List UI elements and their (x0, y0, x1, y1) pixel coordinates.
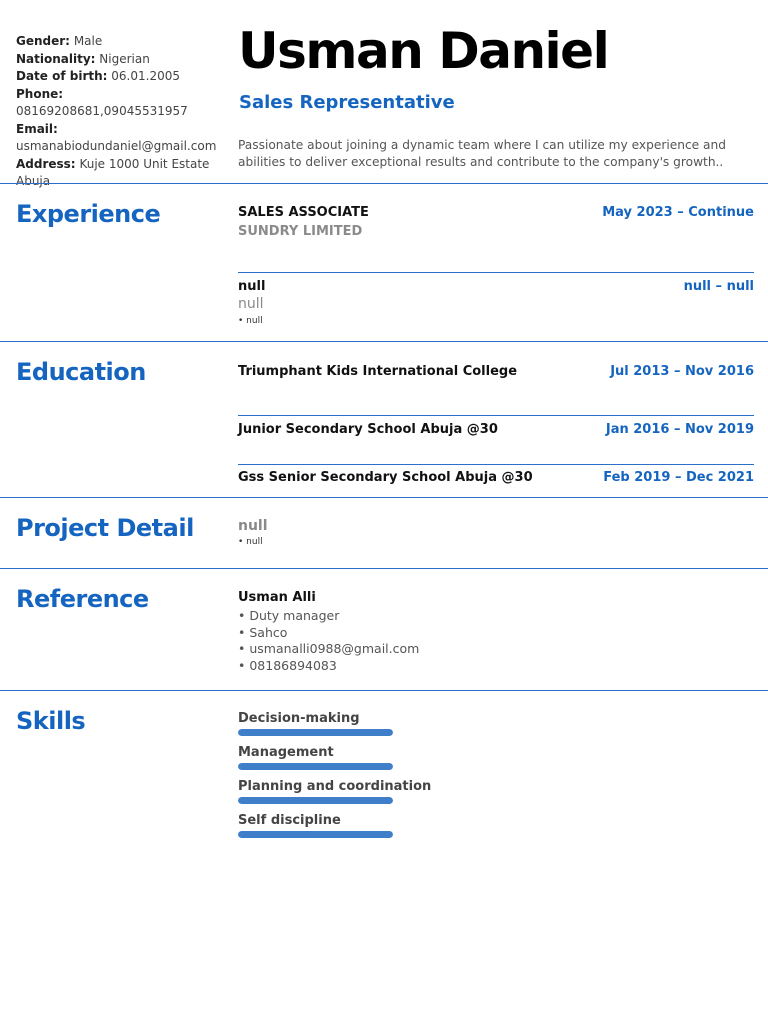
experience-entry-header (238, 279, 754, 294)
skill-name: Decision-making (238, 711, 360, 726)
reference-section (0, 568, 768, 690)
email-value[interactable]: usmanabiodundaniel@gmail.com (16, 139, 217, 153)
reference-body (238, 590, 754, 674)
skill-level-fill (238, 729, 393, 736)
education-section (0, 341, 768, 497)
project-body (238, 518, 754, 547)
experience-section (0, 183, 768, 341)
entry-divider (238, 272, 754, 273)
skill-item (238, 745, 754, 770)
experience-role: null (238, 279, 266, 294)
experience-bullet: • null (238, 316, 263, 326)
education-heading: Education (16, 358, 146, 386)
skill-name: Management (238, 745, 334, 760)
resume-header (0, 0, 768, 188)
experience-company: SUNDRY LIMITED (238, 224, 363, 239)
experience-role: SALES ASSOCIATE (238, 205, 369, 220)
skill-level-fill (238, 763, 393, 770)
skill-level-bar (238, 797, 393, 804)
education-dates: Jan 2016 – Nov 2019 (605, 422, 754, 437)
project-name: null (238, 518, 268, 534)
education-school: Gss Senior Secondary School Abuja @30 (238, 470, 533, 485)
gender-value: Male (73, 34, 103, 48)
phone-label: Phone: (16, 86, 64, 101)
entry-divider (238, 415, 754, 416)
job-title: Sales Representative (239, 92, 455, 113)
skill-level-bar (238, 831, 393, 838)
education-list (238, 364, 754, 485)
gender-row (16, 33, 236, 51)
gender-label: Gender: (16, 34, 70, 48)
dob-value: 06.01.2005 (111, 69, 180, 83)
personal-info (16, 33, 236, 191)
education-entry (238, 470, 754, 485)
education-school: Triumphant Kids International College (238, 364, 518, 379)
experience-company: null (238, 296, 264, 312)
experience-entry (238, 279, 754, 326)
nationality-label: Nationality: (16, 51, 96, 66)
experience-dates: null – null (683, 279, 754, 294)
reference-name: Usman Alli (238, 590, 316, 605)
skill-name: Self discipline (238, 813, 341, 828)
skill-level-bar (238, 763, 393, 770)
skills-heading: Skills (16, 707, 86, 735)
experience-entry-header (238, 205, 754, 220)
nationality-row (16, 51, 236, 69)
project-bullet: • null (238, 537, 263, 547)
reference-company: • Sahco (238, 624, 288, 640)
skill-level-fill (238, 831, 393, 838)
phone-row (16, 86, 236, 121)
project-heading: Project Detail (16, 514, 194, 542)
experience-heading: Experience (16, 200, 161, 228)
reference-position: • Duty manager (238, 608, 340, 623)
education-entry-header (238, 364, 754, 379)
education-entry (238, 364, 754, 415)
dob-row (16, 68, 236, 86)
email-row (16, 121, 236, 139)
education-entry (238, 422, 754, 464)
reference-email[interactable]: • usmanalli0988@gmail.com (238, 641, 420, 656)
entry-divider (238, 464, 754, 465)
skills-section (0, 690, 768, 1023)
reference-heading: Reference (16, 585, 149, 613)
address-value: Kuje 1000 Unit Estate Abuja (16, 156, 210, 188)
nationality-value: Nigerian (99, 51, 150, 66)
phone-value: 08169208681,09045531957 (16, 104, 188, 118)
experience-entry (238, 205, 754, 272)
education-entry-header (238, 422, 754, 437)
skill-level-bar (238, 729, 393, 736)
education-dates: Feb 2019 – Dec 2021 (603, 470, 754, 485)
skill-item (238, 779, 754, 804)
project-section (0, 497, 768, 568)
reference-phone: • 08186894083 (238, 657, 337, 673)
address-label: Address: (16, 156, 76, 171)
dob-label: Date of birth: (16, 69, 108, 83)
experience-dates: May 2023 – Continue (602, 205, 754, 220)
education-entry-header (238, 470, 754, 485)
experience-list (238, 205, 754, 326)
email-label: Email: (16, 121, 58, 136)
education-school: Junior Secondary School Abuja @30 (238, 422, 498, 437)
skills-list (238, 711, 754, 847)
profile-summary: Passionate about joining a dynamic team where I can utilize my experience and abilities to deliver exceptional results and contribute to the company's growth.. (238, 138, 726, 169)
skill-item (238, 813, 754, 838)
skill-item (238, 711, 754, 736)
education-dates: Jul 2013 – Nov 2016 (610, 364, 754, 379)
candidate-name: Usman Daniel (238, 22, 609, 80)
skill-name: Planning and coordination (238, 779, 432, 794)
skill-level-fill (238, 797, 393, 804)
